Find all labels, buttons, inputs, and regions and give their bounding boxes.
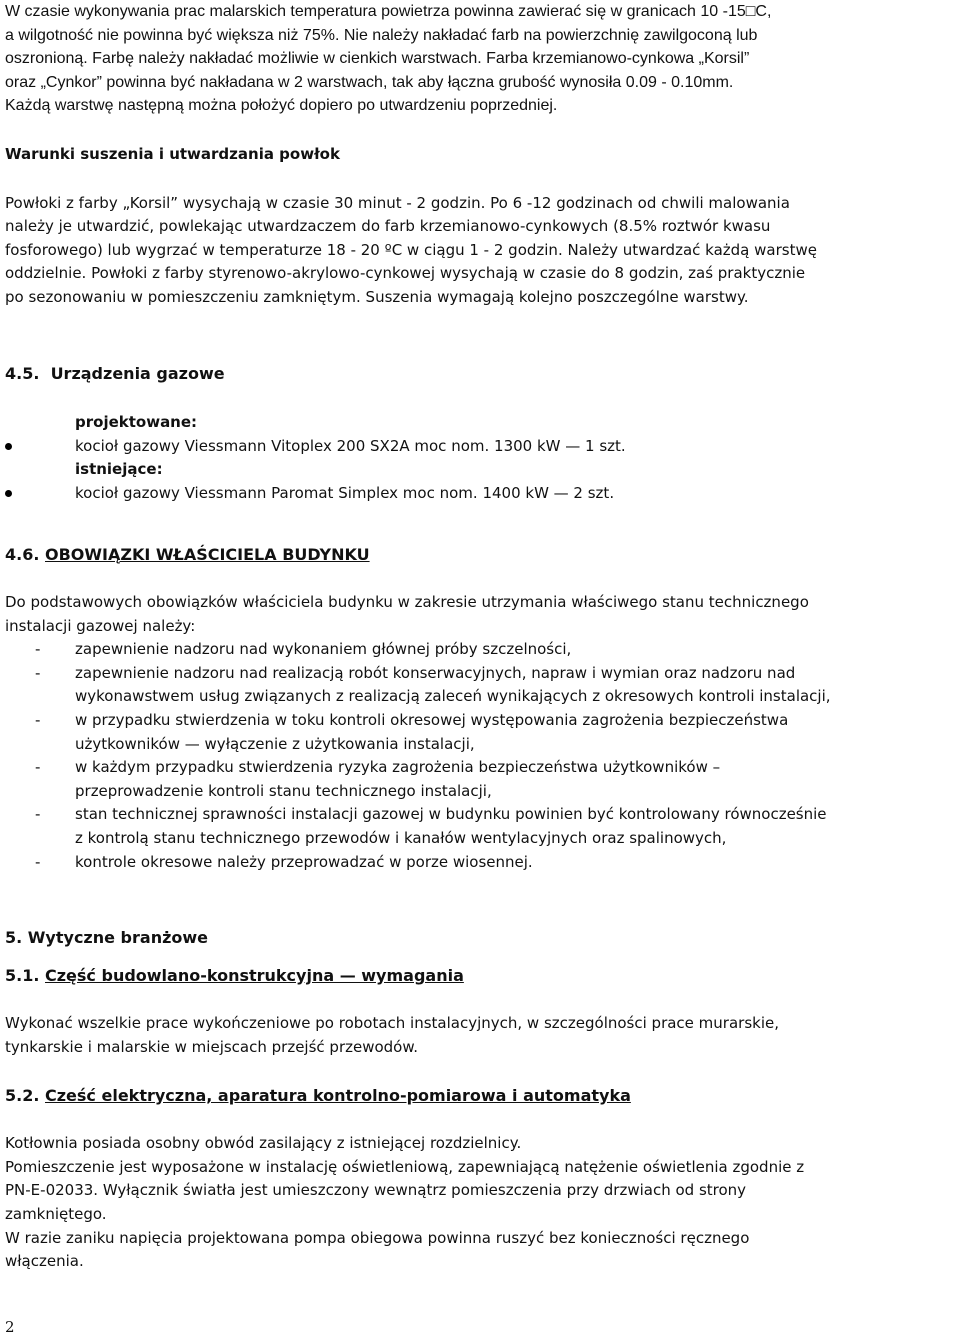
dash-marker: -	[35, 852, 41, 871]
text-line: zapewnienie nadzoru nad realizacją robót konserwacyjnych, napraw i wymian oraz nadzoru nad	[75, 663, 796, 682]
text-line: Kotłownia posiada osobny obwód zasilający z istniejącej rozdzielnicy.	[5, 1134, 522, 1153]
text-line: oraz „Cynkor” powinna być nakładana w 2 warstwach, tak aby łączna grubość wynosiła 0.09 - 0.10mm.	[5, 73, 734, 91]
dash-marker: -	[35, 805, 41, 824]
section-5-1-paragraph	[5, 1012, 957, 1059]
page-number: 2	[5, 1318, 15, 1336]
section-number: 5.2.	[5, 1085, 40, 1105]
text-line: w każdym przypadku stwierdzenia ryzyka zagrożenia bezpieczeństwa użytkowników –	[75, 758, 721, 777]
text-line: W razie zaniku napięcia projektowana pompa obiegowa powinna ruszyć bez konieczności ręcznego	[5, 1228, 750, 1247]
section-number: 4.5.	[5, 363, 40, 383]
dash-marker: -	[35, 663, 41, 682]
existing-label: istniejące:	[75, 460, 163, 479]
text-line: W czasie wykonywania prac malarskich temperatura powietrza powinna zawierać się w granicach 10 -15□C,	[5, 3, 772, 20]
dash-marker: -	[35, 640, 41, 659]
bullet-icon	[5, 490, 12, 497]
text-line: tynkarskie i malarskie w miejscach przejść przewodów.	[5, 1038, 419, 1056]
text-line: PN-E-02033. Wyłącznik światła jest umieszczony wewnątrz pomieszczenia przy drzwiach od strony	[5, 1181, 747, 1200]
text-line: fosforowego) lub wygrzać w temperaturze 18 - 20 ºC w ciągu 1 - 2 godzin. Należy utwardzać każdą warstwę	[5, 240, 817, 259]
projected-label: projektowane:	[75, 413, 198, 432]
text-line: Każdą warstwę następną można położyć dopiero po utwardzeniu poprzedniej.	[5, 97, 558, 115]
text-line: przeprowadzenie kontroli stanu technicznego instalacji,	[75, 781, 492, 800]
text-line: użytkowników — wyłączenie z użytkowania instalacji,	[75, 734, 475, 753]
dash-marker: -	[35, 711, 41, 730]
text-line: zamkniętego.	[5, 1204, 107, 1223]
section-number: 4.6.	[5, 544, 40, 564]
section-5-heading: 5. Wytyczne branżowe	[5, 928, 209, 948]
section-title: OBOWIĄZKI WŁAŚCICIELA BUDYNKU	[45, 544, 370, 564]
painting-conditions-paragraph	[5, 0, 957, 118]
existing-boiler: kocioł gazowy Viessmann Paromat Simplex moc nom. 1400 kW — 2 szt.	[75, 483, 615, 502]
text-line: należy je utwardzić, powlekając utwardzaczem do farb krzemianowo-cynkowych (8.5% roztwór kwasu	[5, 217, 771, 236]
list-item	[5, 851, 957, 875]
text-line: w przypadku stwierdzenia w toku kontroli okresowej występowania zagrożenia bezpieczeństwa	[75, 711, 789, 730]
dash-marker: -	[35, 758, 41, 777]
section-5-2-paragraph	[5, 1132, 957, 1274]
text-line: a wilgotność nie powinna być większa niż 75%. Nie należy nakładać farb na powierzchnię zawilgoconą lub	[5, 26, 758, 44]
text-line: Pomieszczenie jest wyposażone w instalację oświetleniową, zapewniającą natężenie oświetlenia zgodnie z	[5, 1157, 805, 1176]
section-title: Urządzenia gazowe	[50, 363, 225, 383]
list-item	[5, 709, 957, 756]
section-4-5-heading	[5, 362, 957, 386]
gas-devices-list	[5, 411, 957, 505]
text-line: stan technicznej sprawności instalacji gazowej w budynku powinien być kontrolowany równocześnie	[75, 805, 827, 824]
projected-boiler: kocioł gazowy Viessmann Vitoplex 200 SX2A moc nom. 1300 kW — 1 szt.	[75, 436, 626, 455]
drying-heading: Warunki suszenia i utwardzania powłok	[5, 144, 340, 163]
list-item	[5, 662, 957, 709]
text-line: zapewnienie nadzoru nad wykonaniem głównej próby szczelności,	[75, 640, 572, 659]
text-line: z kontrolą stanu technicznego przewodów i kanałów wentylacyjnych oraz spalinowych,	[75, 829, 727, 848]
text-line: oszronioną. Farbę należy nakładać możliwie w cienkich warstwach. Farba krzemianowo-cynkowa „Korsil”	[5, 50, 750, 68]
document-page	[5, 0, 957, 1274]
list-item	[5, 756, 957, 803]
text-line: po sezonowaniu w pomieszczeniu zamkniętym. Suszenia wymagają kolejno poszczególne warstwy.	[5, 287, 749, 306]
owner-duties-intro	[5, 591, 957, 638]
list-item	[75, 482, 957, 506]
drying-paragraph	[5, 192, 957, 310]
text-line: Wykonać wszelkie prace wykończeniowe po robotach instalacyjnych, w szczególności prace murarskie,	[5, 1014, 779, 1033]
section-5-2-heading	[5, 1084, 957, 1108]
text-line: instalacji gazowej należy:	[5, 616, 196, 635]
list-item	[5, 803, 957, 850]
section-number: 5.1.	[5, 965, 40, 985]
owner-duties-list	[5, 638, 957, 874]
list-item	[75, 435, 957, 459]
section-title: Część budowlano-konstrukcyjna — wymagania	[45, 965, 464, 985]
text-line: Powłoki z farby „Korsil” wysychają w czasie 30 minut - 2 godzin. Po 6 -12 godzinach od chwili malowania	[5, 193, 790, 212]
text-line: włączenia.	[5, 1252, 84, 1271]
text-line: Do podstawowych obowiązków właściciela budynku w zakresie utrzymania właściwego stanu technicznego	[5, 593, 809, 612]
text-line: wykonawstwem usług związanych z realizacją zaleceń wynikających z okresowych kontroli instalacji,	[75, 687, 831, 706]
section-title: Cześć elektryczna, aparatura kontrolno-pomiarowa i automatyka	[45, 1085, 631, 1105]
text-line: kontrole okresowe należy przeprowadzać w porze wiosennej.	[75, 852, 533, 871]
section-4-6-heading	[5, 543, 957, 567]
section-5-1-heading	[5, 964, 957, 988]
text-line: oddzielnie. Powłoki z farby styrenowo-akrylowo-cynkowej wysychają w czasie do 8 godzin, zaś praktycznie	[5, 264, 806, 283]
list-item	[5, 638, 957, 662]
bullet-icon	[5, 443, 12, 450]
